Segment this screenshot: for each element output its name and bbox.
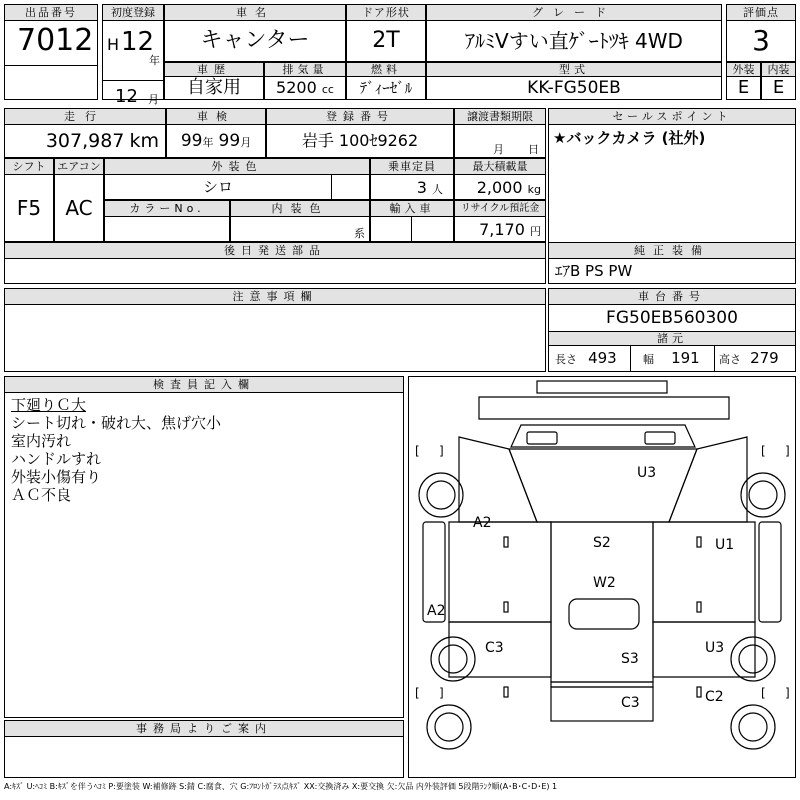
rear-right-wheel — [731, 637, 775, 681]
inspection-label: 車検 — [167, 109, 265, 125]
inspector-label: 検査員記入欄 — [5, 377, 403, 393]
later-parts-box — [4, 242, 546, 284]
sales-point: ★バックカメラ (社外) — [553, 129, 706, 147]
door-box — [346, 4, 426, 62]
import-label: 輸入車 — [371, 201, 453, 217]
notes-label: 注意事項欄 — [5, 289, 545, 305]
transfer-deadline-box — [454, 108, 546, 158]
month-unit: 月 — [148, 93, 159, 106]
door-label: ドア形状 — [347, 5, 425, 21]
exterior-grade-label: 外装 — [727, 63, 760, 77]
car-name-box — [164, 4, 346, 62]
svg-text:]: ] — [785, 686, 790, 700]
mark-a2-left: A2 — [473, 515, 492, 531]
exterior-color: シロ — [105, 175, 332, 200]
damage-diagram — [408, 376, 796, 778]
lot-number-label: 出品番号 — [5, 5, 97, 21]
notes-box — [4, 288, 546, 372]
tank — [569, 599, 639, 629]
displacement-box — [264, 62, 346, 100]
mileage-box — [4, 108, 166, 158]
mark-s3: S3 — [621, 651, 639, 667]
svg-text:]: ] — [439, 686, 444, 700]
inspector-line: 外装小傷有り — [11, 468, 102, 486]
capacity-box — [370, 158, 454, 200]
model-box — [426, 62, 722, 100]
hood-front — [479, 397, 729, 419]
car-name: キャンター — [200, 28, 310, 53]
height-label: 高さ — [719, 353, 741, 366]
inspection-year: 99 — [180, 131, 203, 151]
exterior-grade-box — [726, 62, 761, 100]
exterior-color-box — [104, 158, 370, 200]
ac-label: エアコン — [55, 159, 103, 175]
import-box — [370, 200, 454, 242]
history-label: 車歴 — [165, 63, 263, 77]
mark-c2: C2 — [705, 689, 724, 705]
legend-footer: A:ｷｽﾞ U:ﾍｺﾐ B:ｷｽﾞを伴うﾍｺﾐ P:要塗装 W:補修跡 S:錆 C:腐食、穴 G:ﾌﾛﾝﾄｶﾞﾗｽ点ｷｽﾞ XX:交換済み X:要交換 欠:欠品 内外装評価 5段階ﾗﾝｸ順(A･B･C･D･E) 1 — [4, 782, 558, 791]
color-number-box — [104, 200, 230, 242]
model: KK-FG50EB — [527, 78, 621, 98]
capacity-unit: 人 — [432, 183, 443, 196]
svg-text:[: [ — [761, 686, 766, 700]
first-registration-box — [102, 4, 164, 107]
year-unit: 年 — [149, 54, 160, 67]
fuel-box — [346, 62, 426, 100]
door-left — [459, 437, 537, 522]
transfer-month-unit: 月 — [493, 143, 504, 156]
inspector-line: 室内汚れ — [11, 432, 72, 450]
interior-color-suffix: 系 — [354, 227, 365, 240]
mark-u1: U1 — [715, 537, 735, 553]
sales-point-label: セールスポイント — [549, 109, 795, 125]
displacement: 5200 — [276, 78, 317, 97]
inspector-line: 下廻りＣ大 — [11, 396, 87, 414]
truck-diagram-svg — [409, 377, 795, 777]
history: 自家用 — [187, 77, 241, 98]
svg-text:[: [ — [415, 444, 420, 458]
exterior-grade: E — [737, 77, 750, 98]
capacity-label: 乗車定員 — [371, 159, 453, 175]
front-bumper-top — [537, 381, 667, 393]
max-load-label: 最大積載量 — [455, 159, 545, 175]
interior-color-box — [230, 200, 370, 242]
width-label: 幅 — [643, 353, 654, 366]
max-load-unit: kg — [527, 183, 541, 196]
width: 191 — [671, 349, 700, 367]
fuel-label: 燃料 — [347, 63, 425, 77]
later-parts-label: 後日発送部品 — [5, 243, 545, 259]
inspection-month-unit: 月 — [240, 136, 252, 149]
svg-text:]: ] — [439, 444, 444, 458]
length: 493 — [588, 349, 617, 367]
displacement-unit: cc — [321, 83, 334, 96]
grade-label: グレード — [427, 5, 721, 21]
left-side-panel — [449, 522, 551, 622]
chassis-number: FG50EB560300 — [606, 308, 738, 328]
registration-number-label: 登録番号 — [267, 109, 453, 125]
interior-grade: E — [772, 77, 785, 98]
era: H — [107, 35, 120, 54]
ac: AC — [65, 196, 93, 220]
inspector-line: ＡＣ不良 — [11, 486, 72, 504]
score: 3 — [752, 24, 770, 57]
inspection-box — [166, 108, 266, 158]
fuel: ﾃﾞｨｰｾﾞﾙ — [359, 79, 413, 97]
height: 279 — [750, 349, 779, 367]
interior-grade-label: 内装 — [762, 63, 795, 77]
recycle-box — [454, 200, 546, 242]
model-label: 型式 — [427, 63, 721, 77]
shift-box — [4, 158, 54, 242]
mileage-label: 走行 — [5, 109, 165, 125]
mark-c3-left: C3 — [485, 640, 504, 656]
year: 12 — [121, 27, 155, 57]
svg-text:[: [ — [761, 444, 766, 458]
lot-number-box — [4, 4, 98, 100]
rear-left-wheel — [431, 637, 475, 681]
mileage-unit: km — [129, 130, 159, 152]
score-label: 評価点 — [727, 5, 795, 21]
interior-color-label: 内装色 — [231, 201, 369, 217]
recycle-label: リサイクル預託金 — [455, 201, 545, 217]
chassis-label: 車台番号 — [549, 289, 795, 305]
inspector-line: シート切れ・破れ大、焦げ穴小 — [11, 414, 222, 432]
lot-number: 7012 — [17, 23, 94, 58]
mark-c3-bottom: C3 — [621, 695, 640, 711]
office-box — [4, 720, 404, 778]
length-label: 長さ — [555, 353, 577, 366]
inspection-year-unit: 年 — [202, 136, 214, 149]
exterior-color-label: 外装色 — [105, 159, 369, 175]
inspection-month: 99 — [218, 131, 241, 151]
grade: ｱﾙﾐVすい直ｹﾞｰﾄﾂｷ 4WD — [465, 29, 683, 53]
first-registration-label: 初度登録 — [103, 5, 163, 21]
score-box — [726, 4, 796, 62]
recycle: 7,170 — [479, 220, 525, 239]
grade-box — [426, 4, 722, 62]
right-side-panel — [653, 522, 755, 622]
transfer-day-unit: 日 — [528, 143, 539, 156]
equipment-label: 純正装備 — [549, 243, 795, 259]
mark-u3-right: U3 — [705, 640, 725, 656]
displacement-label: 排気量 — [265, 63, 345, 77]
registration-number: 岩手 100ｾ9262 — [301, 131, 419, 150]
history-box — [164, 62, 264, 100]
mileage: 307,987 — [45, 130, 125, 152]
mark-s2: S2 — [593, 535, 611, 551]
equipment: ｴｱB PS PW — [555, 262, 633, 280]
shift: F5 — [16, 196, 42, 220]
interior-grade-box — [761, 62, 796, 100]
equipment-box — [548, 242, 796, 284]
chassis-box — [548, 288, 796, 372]
svg-text:[: [ — [415, 686, 420, 700]
inspector-box — [4, 376, 404, 718]
max-load-box — [454, 158, 546, 200]
cab-top — [509, 449, 697, 522]
front-left-wheel — [419, 473, 463, 517]
door-type: 2T — [372, 28, 400, 53]
svg-text:]: ] — [785, 444, 790, 458]
spec-label: 諸元 — [549, 331, 795, 346]
transfer-deadline-label: 譲渡書類期限 — [455, 109, 545, 125]
max-load: 2,000 — [476, 178, 523, 197]
shift-label: シフト — [5, 159, 53, 175]
door-right — [669, 437, 747, 522]
car-name-label: 車名 — [165, 5, 345, 21]
registration-number-box — [266, 108, 454, 158]
recycle-unit: 円 — [530, 225, 541, 238]
office-label: 事務局よりご案内 — [5, 721, 403, 737]
mark-a2-side: A2 — [427, 603, 446, 619]
mark-w2: W2 — [593, 575, 616, 591]
ac-box — [54, 158, 104, 242]
inspector-line: ハンドルすれ — [11, 450, 102, 468]
color-number-label: カラーNo. — [105, 201, 229, 217]
capacity: 3 — [416, 178, 427, 197]
mark-u3-top: U3 — [637, 465, 657, 481]
month: 12 — [115, 86, 138, 107]
